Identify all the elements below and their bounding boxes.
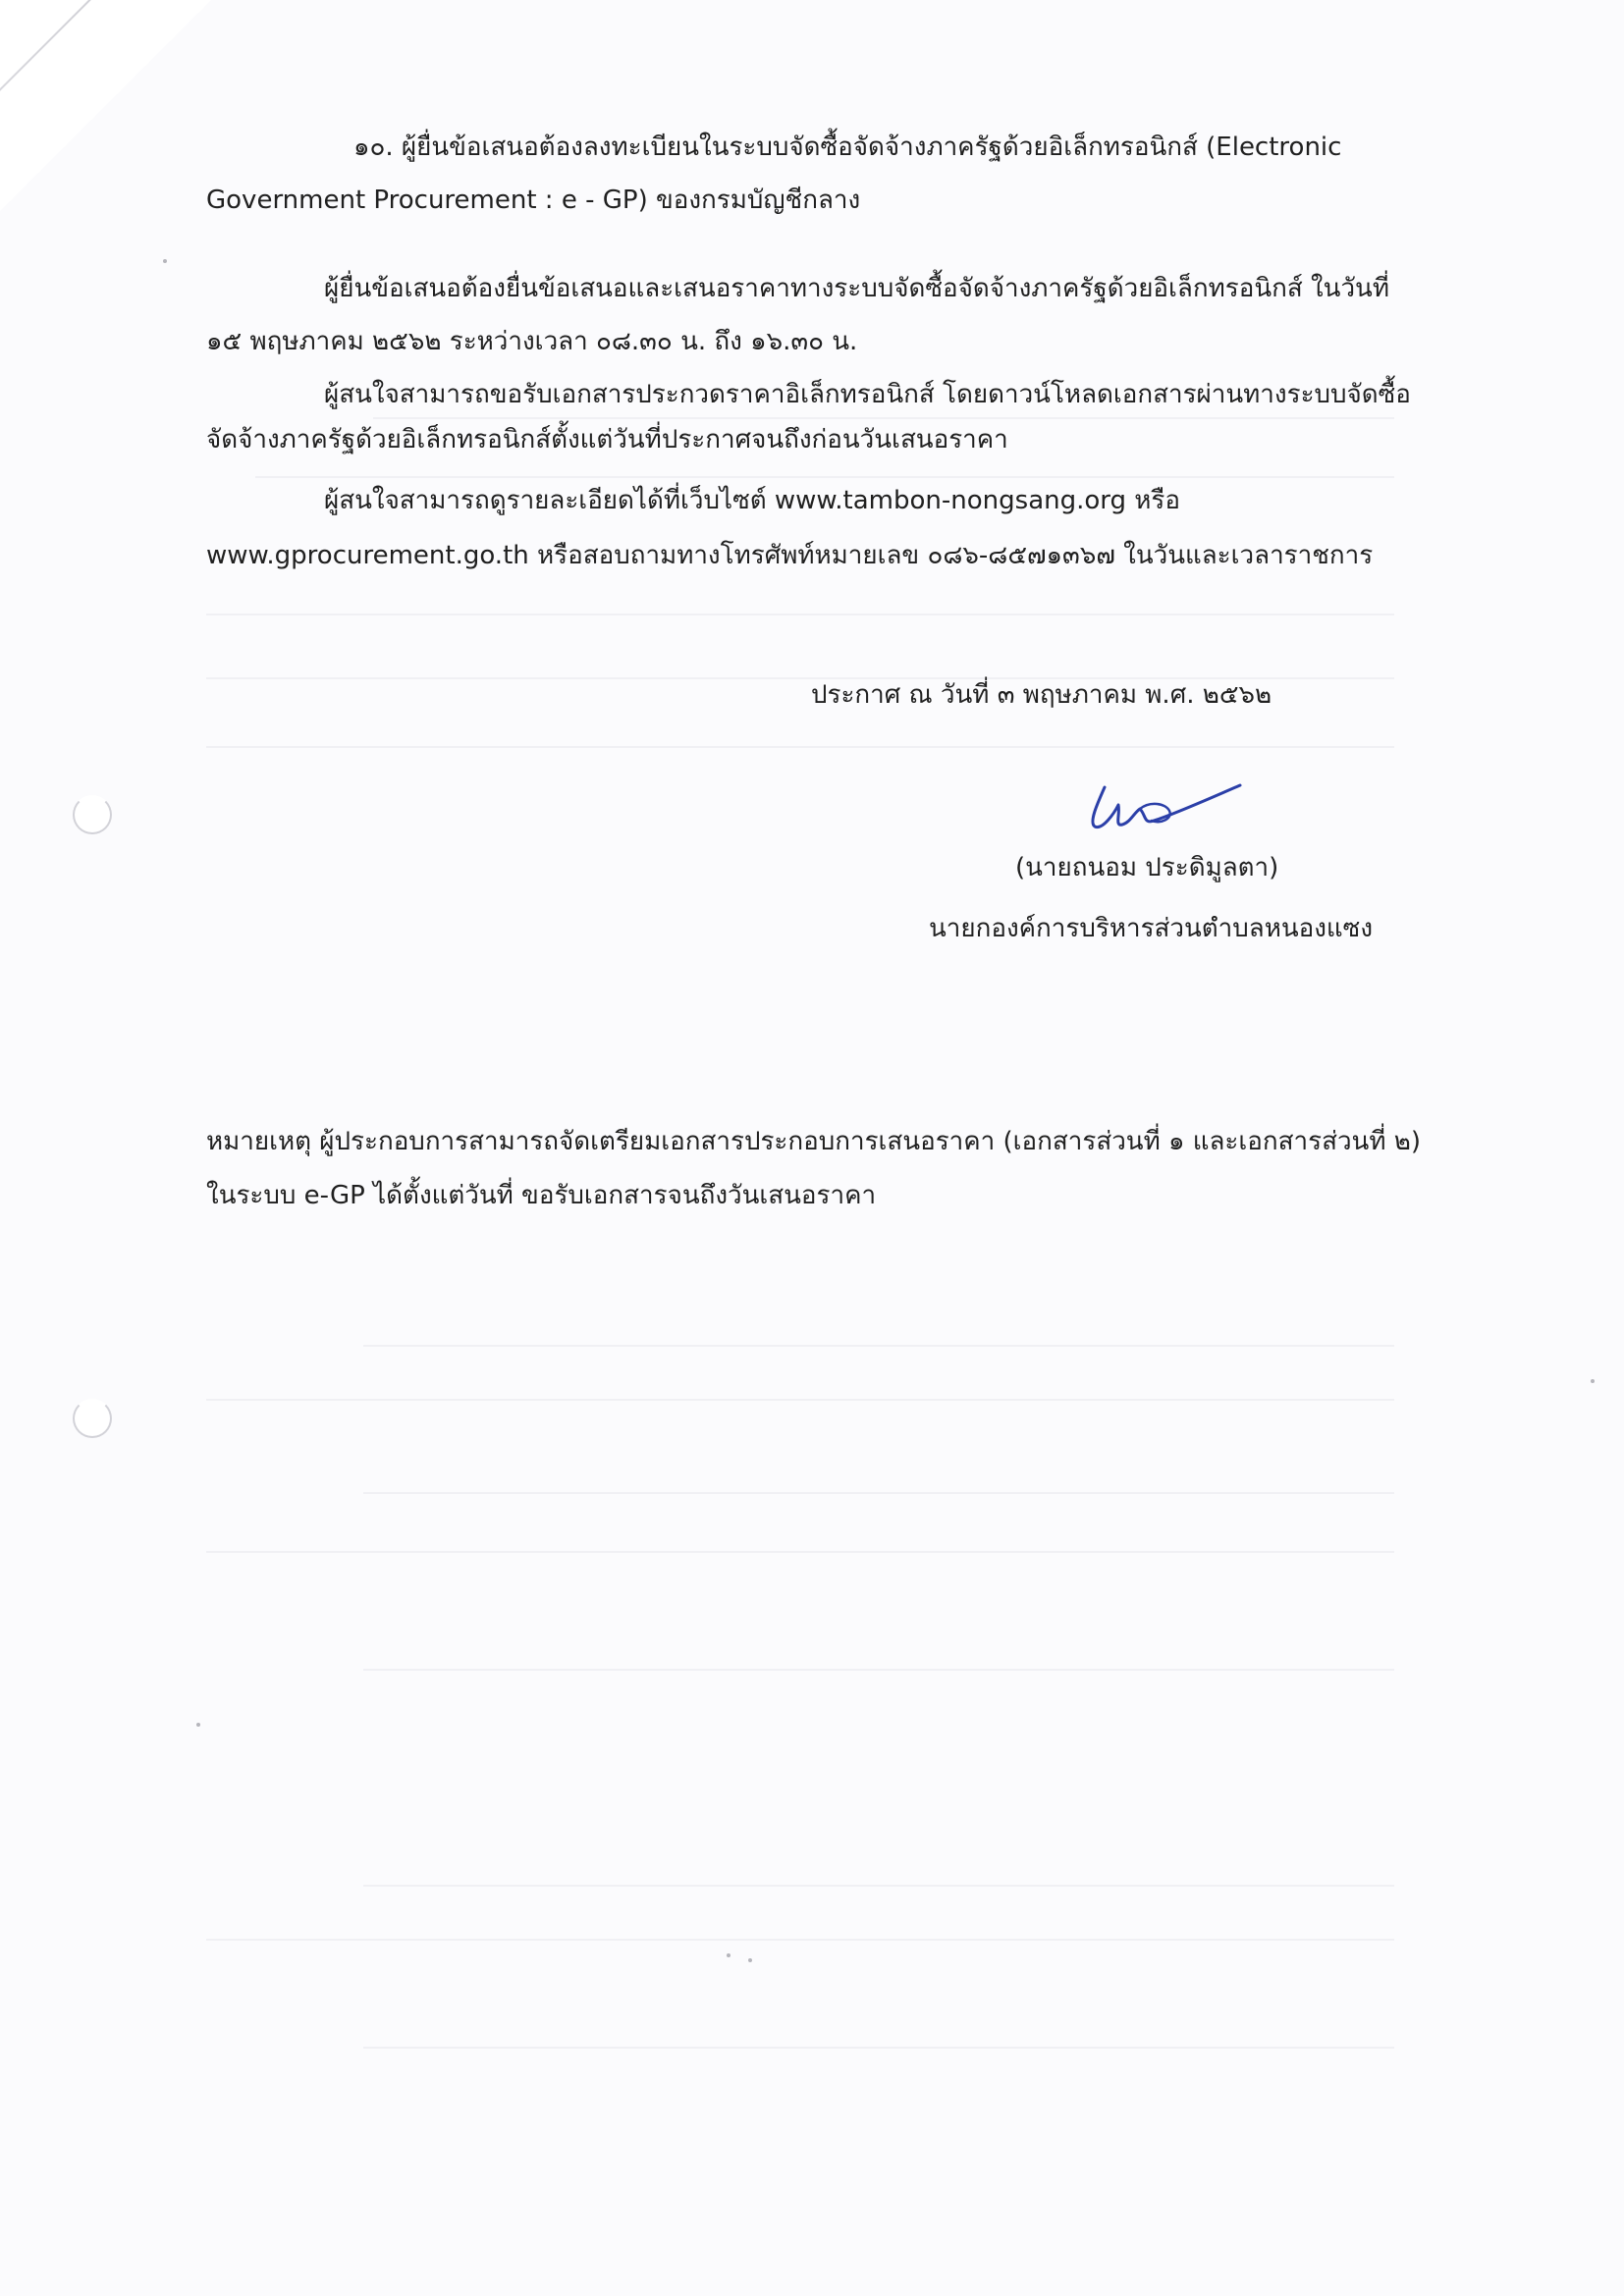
signer-name: (นายถนอม ประดิมูลตา)	[1015, 853, 1279, 882]
show-through	[206, 1551, 1394, 1553]
signer-title: นายกองค์การบริหารส่วนตำบลหนองแซง	[929, 914, 1374, 943]
show-through	[363, 1345, 1394, 1347]
scan-speck	[1591, 1379, 1595, 1383]
show-through	[363, 1492, 1394, 1494]
submission-paragraph-line2: ๑๕ พฤษภาคม ๒๕๖๒ ระหว่างเวลา ๐๘.๓๐ น. ถึง ๑๖.๓๐ น.	[206, 327, 858, 356]
show-through	[206, 1939, 1394, 1941]
signature-image	[1075, 775, 1252, 844]
note-line2: ในระบบ e-GP ได้ตั้งแต่วันที่ ขอรับเอกสารจนถึงวันเสนอราคา	[206, 1181, 877, 1210]
scan-speck	[727, 1953, 731, 1957]
contact-paragraph-line2: www.gprocurement.go.th หรือสอบถามทางโทรศัพท์หมายเลข ๐๘๖-๘๕๗๑๓๖๗ ในวันและเวลาราชการ	[206, 541, 1374, 570]
show-through	[206, 746, 1394, 748]
show-through	[363, 1885, 1394, 1887]
show-through	[373, 417, 1394, 419]
contact-paragraph-line1: ผู้สนใจสามารถดูรายละเอียดได้ที่เว็บไซต์ www.tambon-nongsang.org หรือ	[324, 486, 1181, 515]
scan-speck	[748, 1958, 752, 1962]
download-paragraph-line2: จัดจ้างภาครัฐด้วยอิเล็กทรอนิกส์ตั้งแต่วันที่ประกาศจนถึงก่อนวันเสนอราคา	[206, 425, 1008, 454]
show-through	[363, 2047, 1394, 2049]
paragraph-10-line1: ๑๐. ผู้ยื่นข้อเสนอต้องลงทะเบียนในระบบจัดซื้อจัดจ้างภาครัฐด้วยอิเล็กทรอนิกส์ (Electronic	[353, 133, 1342, 162]
announcement-date: ประกาศ ณ วันที่ ๓ พฤษภาคม พ.ศ. ๒๕๖๒	[811, 680, 1272, 710]
download-paragraph-line1: ผู้สนใจสามารถขอรับเอกสารประกวดราคาอิเล็กทรอนิกส์ โดยดาวน์โหลดเอกสารผ่านทางระบบจัดซื้อ	[324, 380, 1411, 409]
submission-paragraph-line1: ผู้ยื่นข้อเสนอต้องยื่นข้อเสนอและเสนอราคาทางระบบจัดซื้อจัดจ้างภาครัฐด้วยอิเล็กทรอนิกส์ ในวันที่	[324, 274, 1389, 303]
scan-speck	[163, 259, 167, 263]
punch-hole	[73, 795, 112, 834]
scan-speck	[196, 1723, 200, 1727]
show-through	[255, 476, 1394, 478]
show-through	[206, 614, 1394, 615]
folded-corner	[0, 0, 211, 211]
note-line1: หมายเหตุ ผู้ประกอบการสามารถจัดเตรียมเอกสารประกอบการเสนอราคา (เอกสารส่วนที่ ๑ และเอกสารส่วนที่ ๒)	[206, 1127, 1422, 1156]
show-through	[206, 1399, 1394, 1401]
paragraph-10-line2: Government Procurement : e - GP) ของกรมบัญชีกลาง	[206, 186, 861, 215]
show-through	[363, 1669, 1394, 1671]
punch-hole	[73, 1399, 112, 1438]
